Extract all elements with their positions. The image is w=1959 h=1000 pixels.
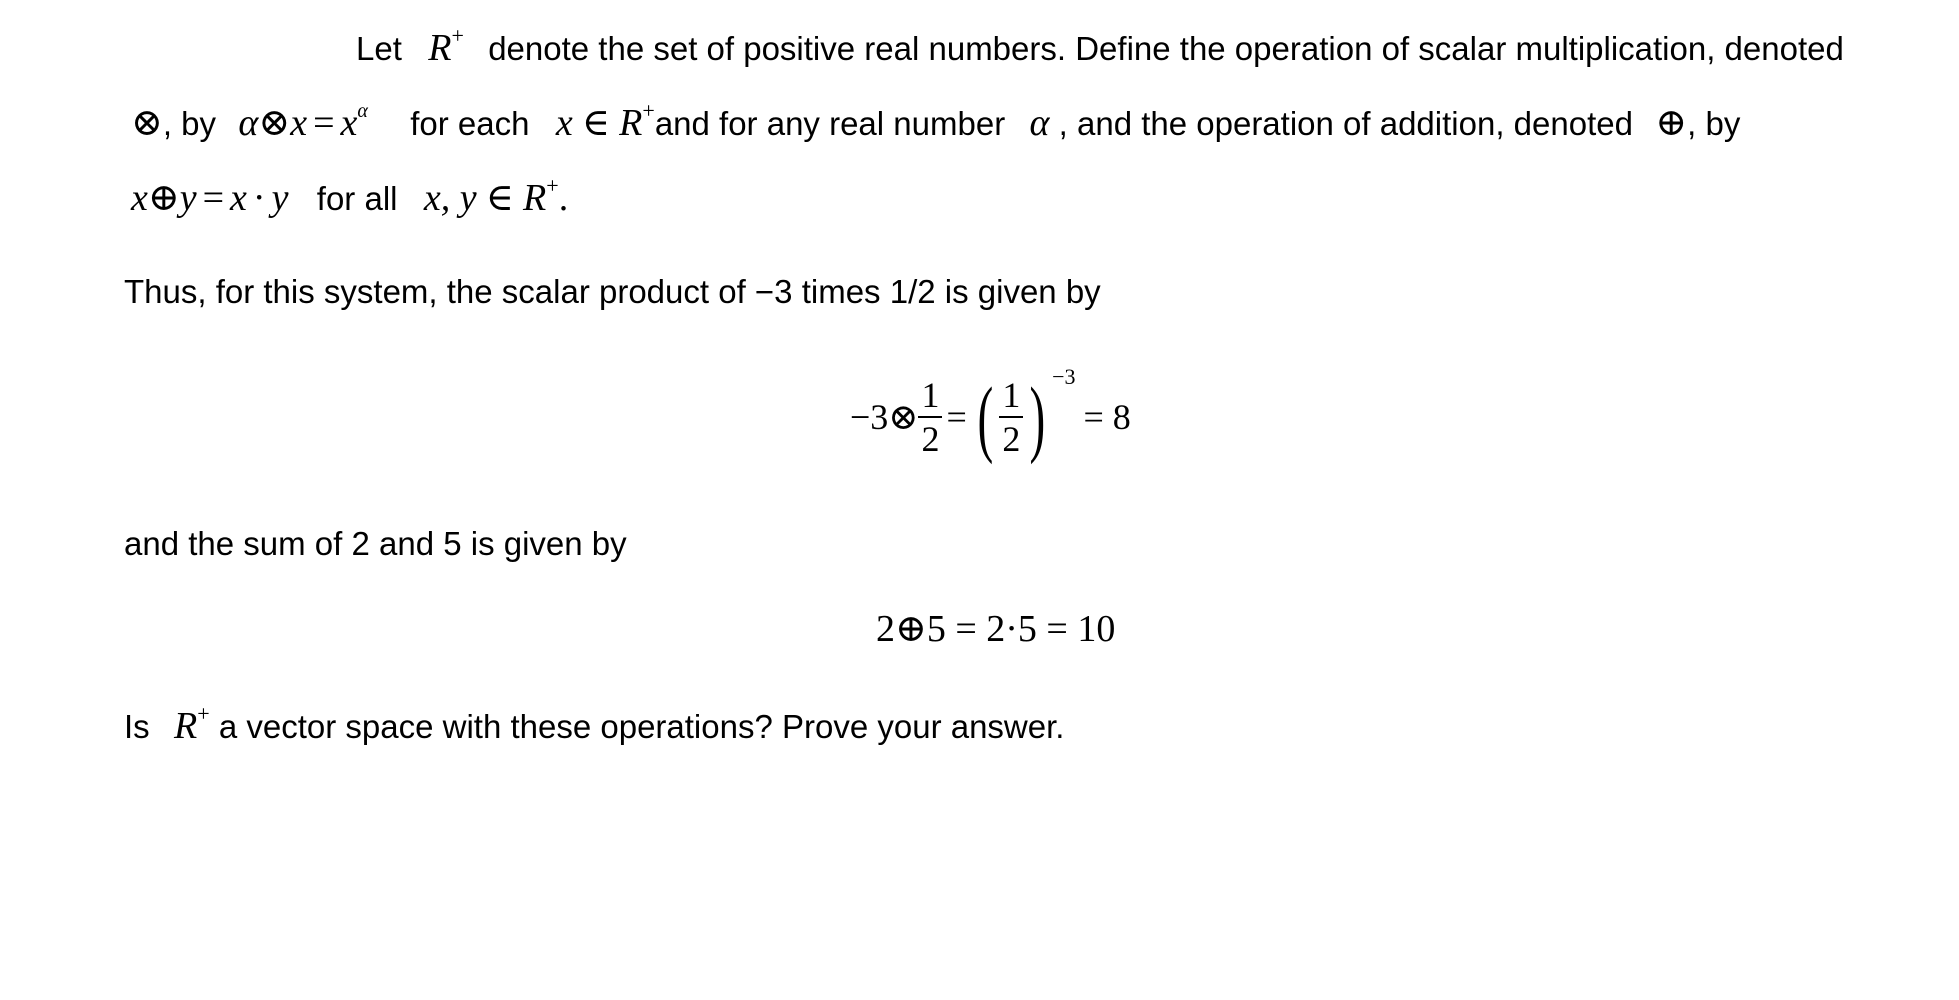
alpha-exponent: α <box>357 100 368 122</box>
symbol-plus-2: + <box>642 98 655 123</box>
equals-sign: = <box>313 102 335 144</box>
fraction-numerator: 1 <box>921 375 940 415</box>
symbol-R-2: R <box>619 102 643 144</box>
oplus-symbol: ⊕ <box>1655 102 1688 144</box>
x-var-power: x <box>340 102 358 144</box>
xy-vars: x, y <box>423 177 477 219</box>
symbol-plus: + <box>451 23 464 48</box>
element-of-symbol: ∈ <box>581 102 610 144</box>
is-word: Is <box>124 708 150 745</box>
text-line-2 <box>131 98 1741 144</box>
alpha-symbol: α <box>238 102 259 144</box>
otimes-op: ⊗ <box>258 102 291 144</box>
symbol-plus-4: + <box>197 701 210 726</box>
sum-paragraph: and the sum of 2 and 5 is given by <box>124 525 627 562</box>
x-var: x <box>290 102 308 144</box>
x-var-3: x <box>131 177 148 219</box>
question-line <box>124 701 1065 747</box>
element-of-symbol-2: ∈ <box>485 177 514 219</box>
left-paren: ( <box>977 369 993 465</box>
eq1-result: = 8 <box>1083 397 1131 437</box>
scalar-product-paragraph: Thus, for this system, the scalar product of −3 times 1/2 is given by <box>124 273 1101 310</box>
symbol-R-3: R <box>523 177 547 219</box>
fraction-bar <box>918 416 942 418</box>
scalar-product-equation <box>850 362 1131 472</box>
period: . <box>558 177 569 219</box>
eq1-equals: = <box>946 397 967 437</box>
by-text-2: , by <box>1687 105 1741 142</box>
oplus-op: ⊕ <box>147 177 180 219</box>
symbol-plus-3: + <box>546 173 559 198</box>
text-line-3 <box>131 173 569 219</box>
for-all-text: for all <box>316 180 398 217</box>
symbol-R: R <box>428 27 452 69</box>
for-each-text: for each <box>410 105 530 142</box>
right-paren: ) <box>1029 369 1046 465</box>
fraction-numerator-2: 1 <box>1002 375 1021 415</box>
exponent-minus-3: −3 <box>1052 364 1076 389</box>
x-var-4: x <box>230 177 247 219</box>
by-text: , by <box>162 105 217 142</box>
line1-text: denote the set of positive real numbers. Define the operation of scalar multiplication, denoted <box>488 30 1844 67</box>
symbol-R-4: R <box>174 705 198 747</box>
eq1-lhs: −3⊗ <box>850 397 919 437</box>
question-text: a vector space with these operations? Prove your answer. <box>218 708 1065 745</box>
otimes-symbol: ⊗ <box>131 102 163 144</box>
let-word: Let <box>356 30 402 67</box>
alpha-symbol-2: α <box>1029 102 1050 144</box>
y-var-2: y <box>271 177 289 219</box>
y-var: y <box>179 177 197 219</box>
equals-sign-2: = <box>202 177 225 219</box>
addition-text: , and the operation of addition, denoted <box>1058 105 1633 142</box>
sum-equation: 2⊕5 = 2·5 = 10 <box>876 608 1116 650</box>
x-var-2: x <box>555 102 573 144</box>
fraction-one-half <box>918 376 942 458</box>
fraction-denominator: 2 <box>921 419 940 459</box>
fraction-denominator-2: 2 <box>1002 419 1021 459</box>
dot-op: · <box>252 177 266 219</box>
fraction-bar-2 <box>999 416 1023 418</box>
fraction-one-half-2 <box>999 376 1023 458</box>
real-number-text: and for any real number <box>654 105 1006 142</box>
text-line-1 <box>356 23 1844 69</box>
